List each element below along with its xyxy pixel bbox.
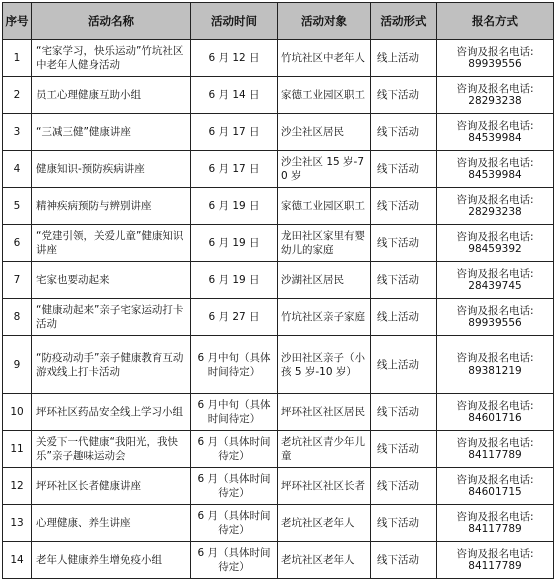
cell-time: 6 月（具体时间待定） [191, 542, 278, 579]
cell-time: 6 月（具体时间待定） [191, 468, 278, 505]
cell-target: 家德工业园区职工 [278, 77, 371, 114]
contact-label: 咨询及报名电话: [456, 230, 534, 243]
cell-activity-name: 精神疾病预防与辨别讲座 [32, 188, 191, 225]
cell-no: 9 [3, 336, 32, 394]
contact-label: 咨询及报名电话: [456, 267, 534, 280]
cell-no: 2 [3, 77, 32, 114]
contact-label: 咨询及报名电话: [456, 547, 534, 560]
header-time: 活动时间 [191, 3, 278, 40]
cell-activity-name: “党建引领，关爱儿童”健康知识讲座 [32, 225, 191, 262]
cell-form: 线下活动 [371, 151, 437, 188]
table-row [3, 468, 554, 505]
cell-time: 6 月 19 日 [191, 188, 278, 225]
cell-target: 老坑社区老年人 [278, 505, 371, 542]
cell-activity-name: “三减三健”健康讲座 [32, 114, 191, 151]
cell-time: 6 月 19 日 [191, 262, 278, 299]
table-row [3, 299, 554, 336]
cell-activity-name: 宅家也要动起来 [32, 262, 191, 299]
cell-form: 线下活动 [371, 114, 437, 151]
cell-contact [437, 40, 554, 77]
contact-label: 咨询及报名电话: [456, 156, 534, 169]
contact-phone: 28293238 [468, 95, 522, 107]
cell-target: 老坑社区老年人 [278, 542, 371, 579]
cell-form: 线下活动 [371, 468, 437, 505]
cell-no: 14 [3, 542, 32, 579]
table-body [3, 40, 554, 579]
cell-time: 6 月 17 日 [191, 151, 278, 188]
cell-activity-name: 坪环社区药品安全线上学习小组 [32, 394, 191, 431]
table-row [3, 114, 554, 151]
contact-label: 咨询及报名电话: [456, 436, 534, 449]
cell-no: 11 [3, 431, 32, 468]
cell-contact [437, 151, 554, 188]
cell-no: 12 [3, 468, 32, 505]
contact-phone: 89381219 [468, 364, 522, 377]
cell-target: 竹坑社区亲子家庭 [278, 299, 371, 336]
cell-time: 6 月 27 日 [191, 299, 278, 336]
table-row [3, 188, 554, 225]
cell-contact [437, 468, 554, 505]
cell-contact [437, 262, 554, 299]
header-target: 活动对象 [278, 3, 371, 40]
cell-contact [437, 225, 554, 262]
table-row [3, 40, 554, 77]
cell-target: 坪环社区社区长者 [278, 468, 371, 505]
cell-activity-name: 心理健康、养生讲座 [32, 505, 191, 542]
table-row [3, 225, 554, 262]
cell-contact [437, 505, 554, 542]
activity-table [2, 2, 554, 579]
cell-time: 6 月（具体时间待定） [191, 431, 278, 468]
cell-time: 6 月 19 日 [191, 225, 278, 262]
cell-form: 线下活动 [371, 542, 437, 579]
cell-time: 6 月中旬（具体时间待定） [191, 336, 278, 394]
cell-form: 线上活动 [371, 299, 437, 336]
cell-no: 13 [3, 505, 32, 542]
cell-contact [437, 431, 554, 468]
cell-target: 坪环社区社区居民 [278, 394, 371, 431]
cell-activity-name: 老年人健康养生增免疫小组 [32, 542, 191, 579]
cell-contact [437, 336, 554, 394]
cell-contact [437, 394, 554, 431]
contact-phone: 28439745 [468, 280, 522, 292]
header-row [3, 3, 554, 40]
cell-target: 老坑社区青少年儿童 [278, 431, 371, 468]
contact-phone: 84601715 [468, 486, 522, 498]
cell-target: 沙田社区亲子（小孩 5 岁-10 岁） [278, 336, 371, 394]
cell-form: 线下活动 [371, 77, 437, 114]
cell-form: 线上活动 [371, 336, 437, 394]
cell-contact [437, 114, 554, 151]
cell-no: 3 [3, 114, 32, 151]
table-row [3, 336, 554, 394]
cell-activity-name: 关爱下一代健康“我阳光，我快乐”亲子趣味运动会 [32, 431, 191, 468]
cell-contact [437, 188, 554, 225]
contact-label: 咨询及报名电话: [456, 82, 534, 95]
cell-form: 线下活动 [371, 188, 437, 225]
cell-no: 8 [3, 299, 32, 336]
cell-form: 线下活动 [371, 262, 437, 299]
cell-no: 1 [3, 40, 32, 77]
cell-time: 6 月 14 日 [191, 77, 278, 114]
table-row [3, 77, 554, 114]
cell-activity-name: “防疫动动手”亲子健康教育互动游戏线上打卡活动 [32, 336, 191, 394]
contact-label: 咨询及报名电话: [456, 473, 534, 486]
contact-phone: 98459392 [468, 243, 522, 255]
cell-activity-name: 健康知识-预防疾病讲座 [32, 151, 191, 188]
cell-time: 6 月（具体时间待定） [191, 505, 278, 542]
cell-activity-name: 员工心理健康互助小组 [32, 77, 191, 114]
cell-form: 线下活动 [371, 431, 437, 468]
cell-no: 7 [3, 262, 32, 299]
table-row [3, 542, 554, 579]
contact-label: 咨询及报名电话: [456, 352, 534, 364]
contact-phone: 84539984 [468, 132, 522, 144]
cell-no: 4 [3, 151, 32, 188]
header-no: 序号 [3, 3, 32, 40]
table-row [3, 431, 554, 468]
cell-time: 6 月 12 日 [191, 40, 278, 77]
contact-label: 咨询及报名电话: [456, 304, 534, 317]
contact-phone: 84117789 [468, 449, 522, 461]
cell-time: 6 月 17 日 [191, 114, 278, 151]
contact-phone: 28293238 [468, 206, 522, 218]
cell-no: 5 [3, 188, 32, 225]
header-contact: 报名方式 [437, 3, 554, 40]
cell-contact [437, 542, 554, 579]
cell-target: 沙尘社区 15 岁-70 岁 [278, 151, 371, 188]
cell-activity-name: “健康动起来”亲子宅家运动打卡活动 [32, 299, 191, 336]
table-row [3, 505, 554, 542]
table-row [3, 394, 554, 431]
contact-phone: 84601716 [468, 412, 522, 424]
contact-label: 咨询及报名电话: [456, 45, 534, 58]
cell-no: 10 [3, 394, 32, 431]
contact-label: 咨询及报名电话: [456, 119, 534, 132]
table-row [3, 262, 554, 299]
cell-activity-name: 坪环社区长者健康讲座 [32, 468, 191, 505]
cell-target: 龙田社区家里有婴幼儿的家庭 [278, 225, 371, 262]
cell-form: 线下活动 [371, 394, 437, 431]
contact-phone: 84117789 [468, 560, 522, 572]
contact-phone: 84117789 [468, 523, 522, 535]
contact-phone: 89939556 [468, 58, 522, 70]
contact-label: 咨询及报名电话: [456, 193, 534, 206]
cell-target: 沙湖社区居民 [278, 262, 371, 299]
cell-contact [437, 299, 554, 336]
cell-target: 家德工业园区职工 [278, 188, 371, 225]
header-form: 活动形式 [371, 3, 437, 40]
cell-form: 线上活动 [371, 40, 437, 77]
contact-phone: 89939556 [468, 317, 522, 329]
cell-form: 线下活动 [371, 505, 437, 542]
cell-target: 竹坑社区中老年人 [278, 40, 371, 77]
cell-no: 6 [3, 225, 32, 262]
cell-time: 6 月中旬（具体时间待定） [191, 394, 278, 431]
cell-contact [437, 77, 554, 114]
contact-label: 咨询及报名电话: [456, 399, 534, 412]
contact-phone: 84539984 [468, 169, 522, 181]
table-row [3, 151, 554, 188]
header-name: 活动名称 [32, 3, 191, 40]
cell-target: 沙尘社区居民 [278, 114, 371, 151]
contact-label: 咨询及报名电话: [456, 510, 534, 523]
cell-activity-name: “宅家学习，快乐运动”竹坑社区中老年人健身活动 [32, 40, 191, 77]
cell-form: 线下活动 [371, 225, 437, 262]
